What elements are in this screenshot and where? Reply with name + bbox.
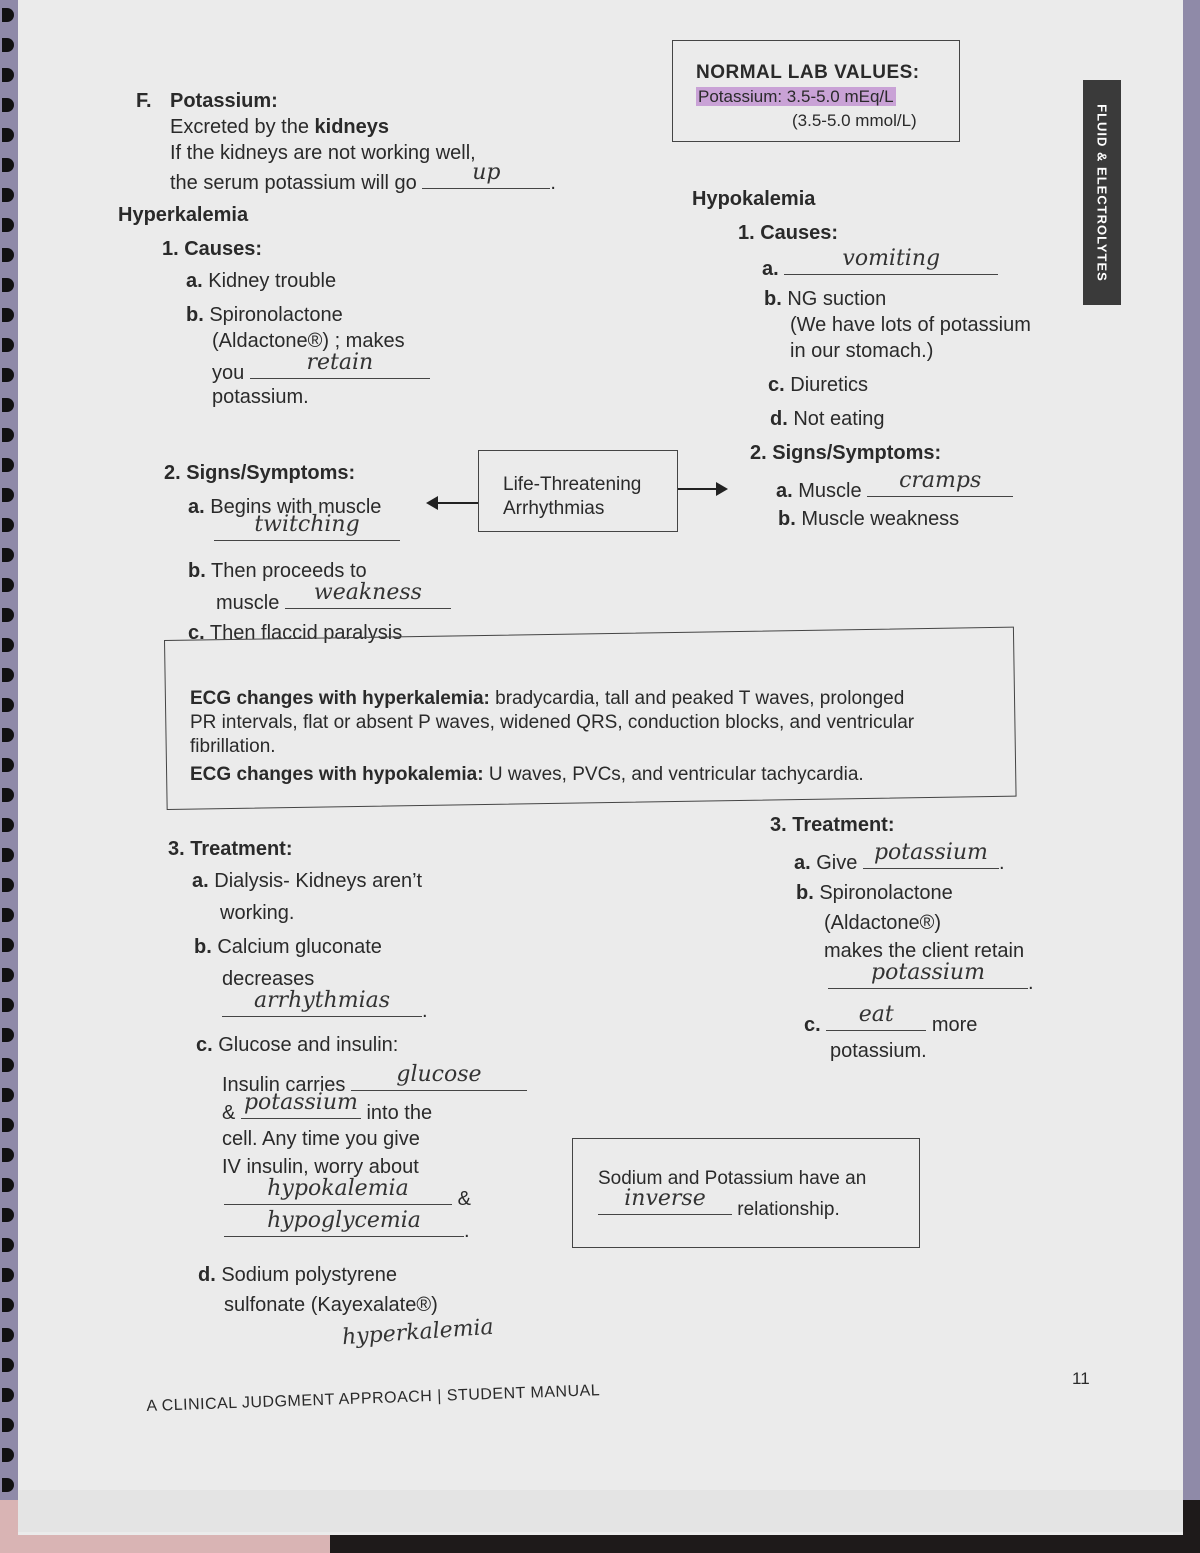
ecg-hypo-line: ECG changes with hypokalemia: U waves, PVCs, and ventricular tachycardia.: [190, 764, 864, 785]
hypo-sign-b: b. Muscle weakness: [778, 508, 960, 530]
hyper-sign-c: c. Then flaccid paralysis: [188, 622, 403, 644]
answer-hyperkalemia-note: hyperkalemia: [341, 1314, 495, 1351]
hypo-treat-c: c. eat more: [804, 1002, 978, 1036]
potassium-line3: the serum potassium will go up .: [170, 160, 556, 194]
answer-potassium-into-cell: potassium: [243, 1090, 358, 1115]
answer-up: up: [472, 160, 501, 185]
hypo-treat-a: a. Give potassium .: [794, 840, 1005, 874]
answer-hypokalemia: hypokalemia: [267, 1176, 409, 1201]
hypo-cause-b: b. NG suction: [764, 288, 887, 310]
answer-eat: eat: [858, 1002, 894, 1027]
potassium-heading: Potassium:: [170, 90, 278, 112]
chapter-tab: FLUID & ELECTROLYTES: [1083, 80, 1121, 305]
hyper-cause-b: b. Spironolactone: [186, 304, 343, 326]
footer-title: A CLINICAL JUDGMENT APPROACH | STUDENT MANUAL: [146, 1382, 601, 1415]
section-letter: F.: [136, 90, 152, 112]
arrhythmia-line2: Arrhythmias: [503, 498, 605, 519]
hyper-cause-b4: potassium.: [212, 386, 309, 408]
hyper-treat-a: a. Dialysis- Kidneys aren’t: [192, 870, 423, 892]
hyper-signs-heading: 2. Signs/Symptoms:: [164, 462, 356, 484]
arrowhead-left-icon: [426, 496, 438, 510]
lab-title: NORMAL LAB VALUES:: [696, 62, 920, 83]
hyper-treat-c2: Insulin carries glucose: [222, 1068, 527, 1098]
hyper-treat-d: d. Sodium polystyrene: [198, 1264, 397, 1286]
hypo-treatment-heading: 3. Treatment:: [770, 814, 895, 836]
hyper-sign-a: a. Begins with muscle: [188, 496, 382, 518]
arrhythmia-line1: Life-Threatening: [503, 474, 642, 495]
hyper-causes-heading: 1. Causes:: [162, 238, 263, 260]
lab-potassium: Potassium: 3.5-5.0 mEq/L: [698, 87, 894, 106]
arrow-right: [678, 488, 716, 490]
hypo-cause-d: d. Not eating: [770, 408, 885, 430]
answer-weakness: weakness: [313, 580, 422, 605]
arrow-left: [438, 502, 478, 504]
hyper-treat-b: b. Calcium gluconate: [194, 936, 382, 958]
hypo-cause-a: a. vomiting: [762, 252, 998, 282]
hypo-treat-c2: potassium.: [830, 1040, 927, 1062]
hypokalemia-title: Hypokalemia: [692, 188, 816, 210]
answer-glucose: glucose: [396, 1062, 482, 1087]
hypo-cause-b-note2: in our stomach.): [790, 340, 934, 362]
hyper-sign-b: b. Then proceeds to: [188, 560, 367, 582]
answer-inverse: inverse: [624, 1186, 706, 1211]
hyper-treat-c7: hypoglycemia .: [224, 1214, 470, 1244]
hypo-treat-b3: makes the client retain: [824, 940, 1025, 962]
sodium-line2: inverse relationship.: [598, 1192, 840, 1223]
hyper-cause-a: a. Kidney trouble: [186, 270, 337, 292]
hyper-treat-d2: sulfonate (Kayexalate®): [224, 1294, 438, 1316]
page-number: 11: [1072, 1369, 1090, 1388]
answer-hypoglycemia: hypoglycemia: [267, 1208, 421, 1233]
hypo-treat-b: b. Spironolactone: [796, 882, 953, 904]
hypo-causes-heading: 1. Causes:: [738, 222, 839, 244]
hypo-treat-b2: (Aldactone®): [824, 912, 942, 934]
hyper-treat-b3: arrhythmias .: [222, 994, 428, 1024]
hyper-treat-c: c. Glucose and insulin:: [196, 1034, 399, 1056]
binder-rings: [0, 0, 20, 1553]
hyper-cause-b2: (Aldactone®) ; makes: [212, 330, 405, 352]
answer-twitching: twitching: [254, 512, 360, 537]
ecg-hyper-line1: ECG changes with hyperkalemia: bradycardia, tall and peaked T waves, prolonged: [190, 688, 905, 709]
hypo-cause-c: c. Diuretics: [768, 374, 869, 396]
ecg-hyper-line3: fibrillation.: [190, 736, 276, 757]
sodium-line1: Sodium and Potassium have an: [598, 1168, 867, 1189]
hyperkalemia-title: Hyperkalemia: [118, 204, 249, 226]
arrowhead-right-icon: [716, 482, 728, 496]
page-lower-edge: [18, 1490, 1183, 1532]
potassium-line1: Excreted by the kidneys: [170, 116, 390, 138]
hypo-sign-a: a. Muscle cramps: [776, 474, 1013, 504]
hypo-signs-heading: 2. Signs/Symptoms:: [750, 442, 942, 464]
lab-mmol: (3.5-5.0 mmol/L): [792, 111, 917, 130]
answer-give-potassium: potassium: [873, 840, 988, 865]
hyper-treat-c3: & potassium into the: [222, 1090, 433, 1124]
hyper-treatment-heading: 3. Treatment:: [168, 838, 293, 860]
hypo-cause-b-note1: (We have lots of potassium: [790, 314, 1031, 336]
hyper-treat-a2: working.: [220, 902, 295, 924]
hyper-treat-c5: IV insulin, worry about: [222, 1156, 419, 1178]
hyper-cause-b3: you retain: [212, 356, 430, 386]
answer-vomiting: vomiting: [842, 246, 941, 271]
ecg-hyper-line2: PR intervals, flat or absent P waves, widened QRS, conduction blocks, and ventricular: [190, 712, 915, 733]
answer-cramps: cramps: [899, 468, 982, 493]
potassium-line2: If the kidneys are not working well,: [170, 142, 476, 164]
answer-arrhythmias: arrhythmias: [253, 988, 391, 1013]
hyper-sign-b2: muscle weakness: [216, 586, 451, 616]
hyper-sign-a-blank: [214, 512, 400, 548]
hypo-treat-b4: potassium .: [828, 966, 1034, 996]
hyper-treat-c6: hypokalemia &: [224, 1182, 471, 1212]
answer-retain: retain: [306, 350, 374, 375]
answer-retain-potassium: potassium: [871, 960, 985, 985]
hyper-treat-b2: decreases: [222, 968, 315, 990]
hyper-treat-c4: cell. Any time you give: [222, 1128, 420, 1150]
